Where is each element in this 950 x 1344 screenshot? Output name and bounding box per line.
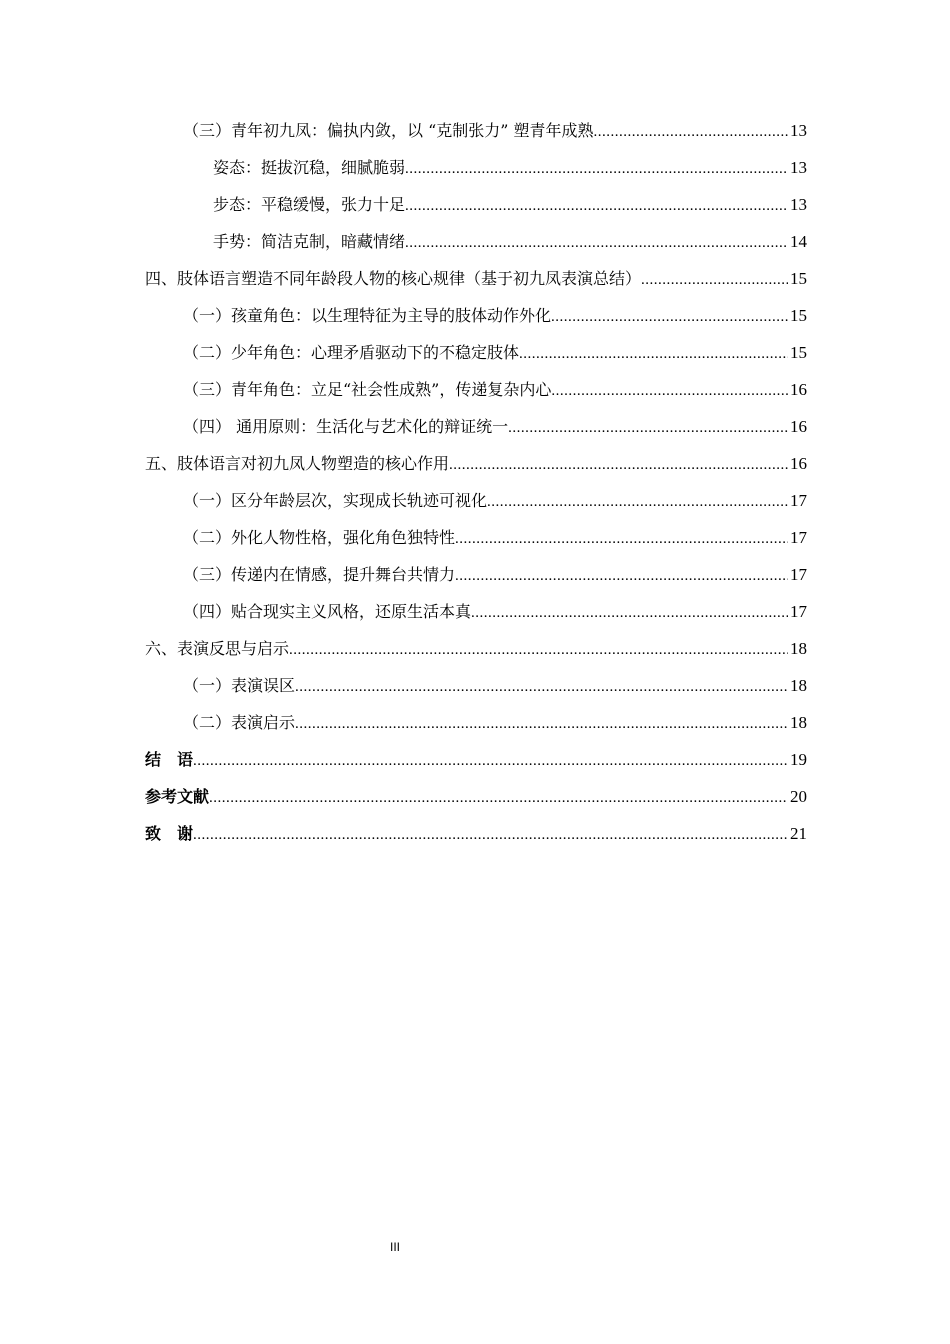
toc-entry-page-number: 18: [790, 676, 807, 695]
toc-entry-title: 五、肢体语言对初九凤人物塑造的核心作用: [145, 454, 450, 473]
toc-entry[interactable]: [145, 149, 807, 186]
toc-entry[interactable]: [145, 223, 807, 260]
toc-dot-leader: [487, 484, 788, 521]
toc-entry-title: 结 语: [145, 750, 194, 769]
toc-entry-title: （二）表演启示: [183, 713, 296, 732]
toc-entry-title: 步态：平稳缓慢，张力十足: [213, 195, 406, 214]
toc-entry[interactable]: [145, 186, 807, 223]
toc-entry[interactable]: [145, 630, 807, 667]
toc-entry-page-number: 18: [790, 639, 807, 658]
toc-dot-leader: [193, 743, 788, 780]
page-number-footer: III: [389, 1240, 400, 1254]
toc-dot-leader: [405, 151, 788, 188]
toc-entry-page-number: 17: [790, 528, 807, 547]
toc-dot-leader: [405, 225, 788, 262]
toc-entry[interactable]: [145, 778, 807, 815]
toc-entry-page-number: 17: [790, 602, 807, 621]
toc-entry-title: （三）青年初九凤：偏执内敛，以 “克制张力” 塑青年成熟: [183, 121, 594, 140]
toc-entry-title: （四） 通用原则：生活化与艺术化的辩证统一: [183, 417, 509, 436]
toc-entry[interactable]: [145, 297, 807, 334]
toc-entry-title: （四）贴合现实主义风格，还原生活本真: [183, 602, 472, 621]
toc-entry-page-number: 16: [790, 380, 807, 399]
toc-entry-page-number: 16: [790, 417, 807, 436]
toc-entry-title: 手势：简洁克制，暗藏情绪: [213, 232, 406, 251]
toc-dot-leader: [471, 595, 788, 632]
table-of-contents: [145, 112, 807, 852]
toc-entry-page-number: 15: [790, 306, 807, 325]
toc-entry-title: 六、表演反思与启示: [145, 639, 290, 658]
toc-entry-page-number: 19: [790, 750, 807, 769]
toc-entry[interactable]: [145, 519, 807, 556]
toc-entry[interactable]: [145, 334, 807, 371]
toc-entry[interactable]: [145, 704, 807, 741]
toc-entry[interactable]: [145, 260, 807, 297]
toc-entry[interactable]: [145, 371, 807, 408]
toc-entry-page-number: 21: [790, 824, 807, 843]
toc-entry-page-number: 17: [790, 565, 807, 584]
toc-entry-title: （二）外化人物性格，强化角色独特性: [183, 528, 456, 547]
toc-entry-page-number: 18: [790, 713, 807, 732]
toc-entry-title: （一）表演误区: [183, 676, 296, 695]
toc-entry[interactable]: [145, 482, 807, 519]
toc-entry-page-number: 16: [790, 454, 807, 473]
toc-dot-leader: [193, 817, 788, 854]
toc-entry-page-number: 14: [790, 232, 807, 251]
toc-dot-leader: [641, 262, 788, 299]
toc-entry[interactable]: [145, 556, 807, 593]
toc-entry-page-number: 13: [790, 158, 807, 177]
toc-entry-title: （一）区分年龄层次，实现成长轨迹可视化: [183, 491, 488, 510]
toc-entry-title: （一）孩童角色：以生理特征为主导的肢体动作外化: [183, 306, 552, 325]
toc-entry[interactable]: [145, 408, 807, 445]
toc-entry-title: （二）少年角色：心理矛盾驱动下的不稳定肢体: [183, 343, 520, 362]
toc-entry-page-number: 13: [790, 195, 807, 214]
toc-dot-leader: [508, 410, 788, 447]
toc-dot-leader: [455, 558, 788, 595]
toc-entry[interactable]: [145, 112, 807, 149]
toc-entry[interactable]: [145, 741, 807, 778]
toc-entry-page-number: 17: [790, 491, 807, 510]
toc-dot-leader: [551, 299, 788, 336]
toc-entry[interactable]: [145, 445, 807, 482]
toc-entry-page-number: 15: [790, 269, 807, 288]
toc-entry-title: 姿态：挺拔沉稳，细腻脆弱: [213, 158, 406, 177]
toc-entry-title: （三）青年角色：立足“社会性成熟”，传递复杂内心: [183, 380, 552, 399]
toc-entry[interactable]: [145, 815, 807, 852]
toc-dot-leader: [405, 188, 788, 225]
toc-entry-title: 四、肢体语言塑造不同年龄段人物的核心规律（基于初九凤表演总结）: [145, 269, 642, 288]
toc-entry-page-number: 13: [790, 121, 807, 140]
toc-entry-page-number: 15: [790, 343, 807, 362]
toc-dot-leader: [295, 669, 788, 706]
toc-dot-leader: [551, 373, 788, 410]
toc-dot-leader: [209, 780, 788, 817]
toc-dot-leader: [519, 336, 788, 373]
toc-entry[interactable]: [145, 593, 807, 630]
toc-dot-leader: [295, 706, 788, 743]
toc-dot-leader: [449, 447, 788, 484]
toc-entry-title: 致 谢: [145, 824, 194, 843]
toc-entry-page-number: 20: [790, 787, 807, 806]
toc-entry-title: （三）传递内在情感，提升舞台共情力: [183, 565, 456, 584]
toc-dot-leader: [594, 114, 788, 151]
toc-dot-leader: [455, 521, 788, 558]
toc-entry-title: 参考文献: [145, 787, 210, 806]
toc-entry[interactable]: [145, 667, 807, 704]
toc-dot-leader: [289, 632, 788, 669]
